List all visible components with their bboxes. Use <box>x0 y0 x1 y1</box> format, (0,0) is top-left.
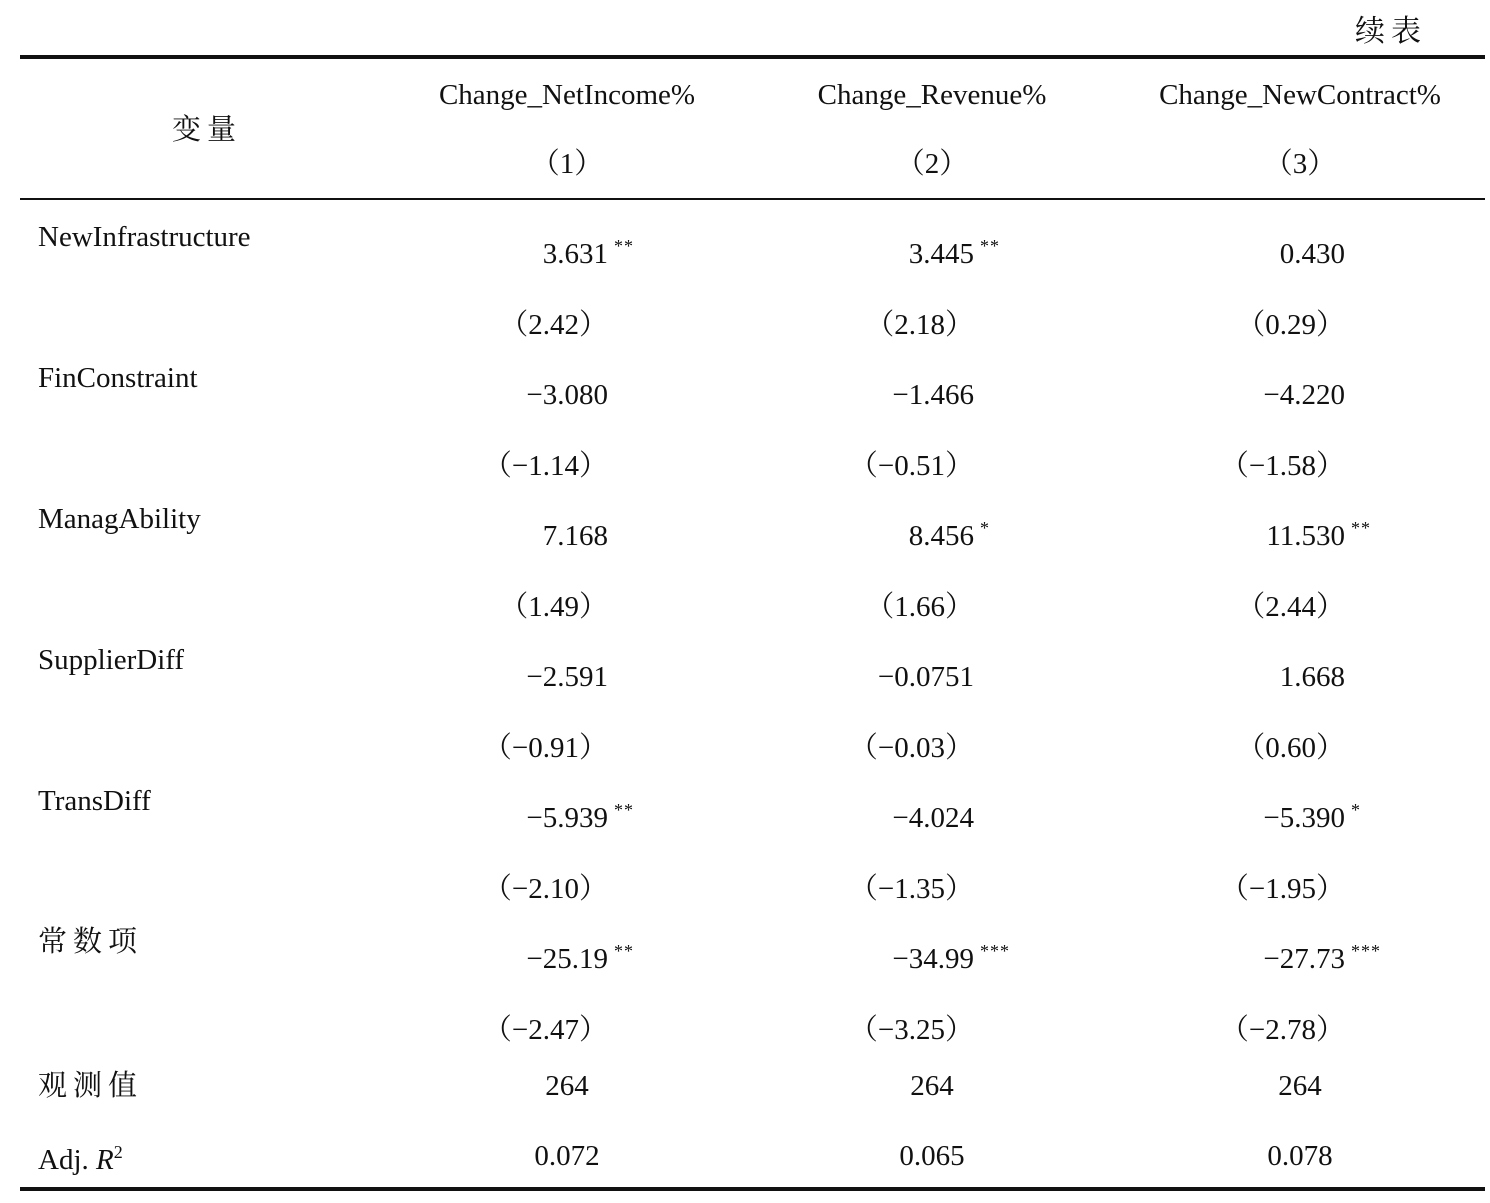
observations-label: 观测值 <box>38 1070 144 1102</box>
t-statistic-value: （−1.95） <box>1219 873 1345 905</box>
coefficient-value: −34.99 <box>892 943 974 975</box>
coefficient-value: −4.220 <box>1263 379 1345 411</box>
coefficient-value: 8.456 <box>908 520 974 552</box>
adj-r2-prefix: Adj. <box>38 1143 96 1176</box>
col-1-number: （1） <box>530 148 604 180</box>
t-statistic-value: （−2.78） <box>1219 1014 1345 1046</box>
row-label: ManagAbility <box>38 503 201 535</box>
significance-stars: ** <box>614 800 634 820</box>
observations-col-3: 264 <box>1278 1070 1322 1102</box>
adj-r2-var: R <box>96 1143 114 1176</box>
significance-stars: ** <box>1351 518 1371 538</box>
header-rule <box>20 198 1485 200</box>
t-statistic-value: （1.66） <box>865 591 974 623</box>
col-2-number: （2） <box>895 148 969 180</box>
significance-stars: * <box>980 518 990 538</box>
adj-r2-label <box>38 1135 123 1177</box>
row-label: SupplierDiff <box>38 644 185 676</box>
t-statistic-value: （0.60） <box>1236 732 1345 764</box>
top-rule <box>20 55 1485 59</box>
coefficient-value: −5.390 <box>1263 802 1345 834</box>
coefficient-value: 11.530 <box>1266 520 1345 552</box>
row-label: FinConstraint <box>38 362 198 394</box>
observations-col-1: 264 <box>545 1070 589 1102</box>
row-label: TransDiff <box>38 785 151 817</box>
t-statistic-value: （−2.10） <box>482 873 608 905</box>
significance-stars: * <box>1351 800 1361 820</box>
bottom-rule <box>20 1187 1485 1191</box>
significance-stars: ** <box>614 236 634 256</box>
t-statistic-value: （2.18） <box>865 309 974 341</box>
row-label: 常数项 <box>38 926 144 958</box>
adj-r2-col-2: 0.065 <box>899 1140 965 1172</box>
adj-r2-col-3: 0.078 <box>1267 1140 1333 1172</box>
coefficient-value: 0.430 <box>1279 238 1345 270</box>
t-statistic-value: （2.44） <box>1236 591 1345 623</box>
t-statistic-value: （−0.03） <box>848 732 974 764</box>
variable-header: 变量 <box>172 114 243 146</box>
continued-label: 续表 <box>1355 15 1427 48</box>
coefficient-value: 3.631 <box>542 238 608 270</box>
coefficient-value: 3.445 <box>908 238 974 270</box>
coefficient-value: −25.19 <box>526 943 608 975</box>
observations-col-2: 264 <box>910 1070 954 1102</box>
col-3-number: （3） <box>1263 148 1337 180</box>
col-3-name: Change_NewContract% <box>1159 79 1441 111</box>
coefficient-value: −0.0751 <box>877 661 974 693</box>
t-statistic-value: （−1.58） <box>1219 450 1345 482</box>
row-label: NewInfrastructure <box>38 221 251 253</box>
coefficient-value: −5.939 <box>526 802 608 834</box>
t-statistic-value: （−1.14） <box>482 450 608 482</box>
t-statistic-value: （−1.35） <box>848 873 974 905</box>
adj-r2-col-1: 0.072 <box>534 1140 600 1172</box>
coefficient-value: −27.73 <box>1263 943 1345 975</box>
coefficient-value: −2.591 <box>526 661 608 693</box>
t-statistic-value: （1.49） <box>499 591 608 623</box>
t-statistic-value: （−3.25） <box>848 1014 974 1046</box>
col-1-name: Change_NetIncome% <box>438 79 696 111</box>
t-statistic-value: （2.42） <box>499 309 608 341</box>
t-statistic-value: （0.29） <box>1236 309 1345 341</box>
significance-stars: ** <box>980 236 1000 256</box>
t-statistic-value: （−0.51） <box>848 450 974 482</box>
coefficient-value: −4.024 <box>892 802 974 834</box>
t-statistic-value: （−2.47） <box>482 1014 608 1046</box>
adj-r2-sup: 2 <box>113 1142 123 1163</box>
significance-stars: *** <box>1351 941 1381 961</box>
coefficient-value: 1.668 <box>1279 661 1345 693</box>
significance-stars: *** <box>980 941 1010 961</box>
significance-stars: ** <box>614 941 634 961</box>
col-2-name: Change_Revenue% <box>817 79 1047 111</box>
coefficient-value: 7.168 <box>542 520 608 552</box>
t-statistic-value: （−0.91） <box>482 732 608 764</box>
coefficient-value: −1.466 <box>892 379 974 411</box>
coefficient-value: −3.080 <box>526 379 608 411</box>
